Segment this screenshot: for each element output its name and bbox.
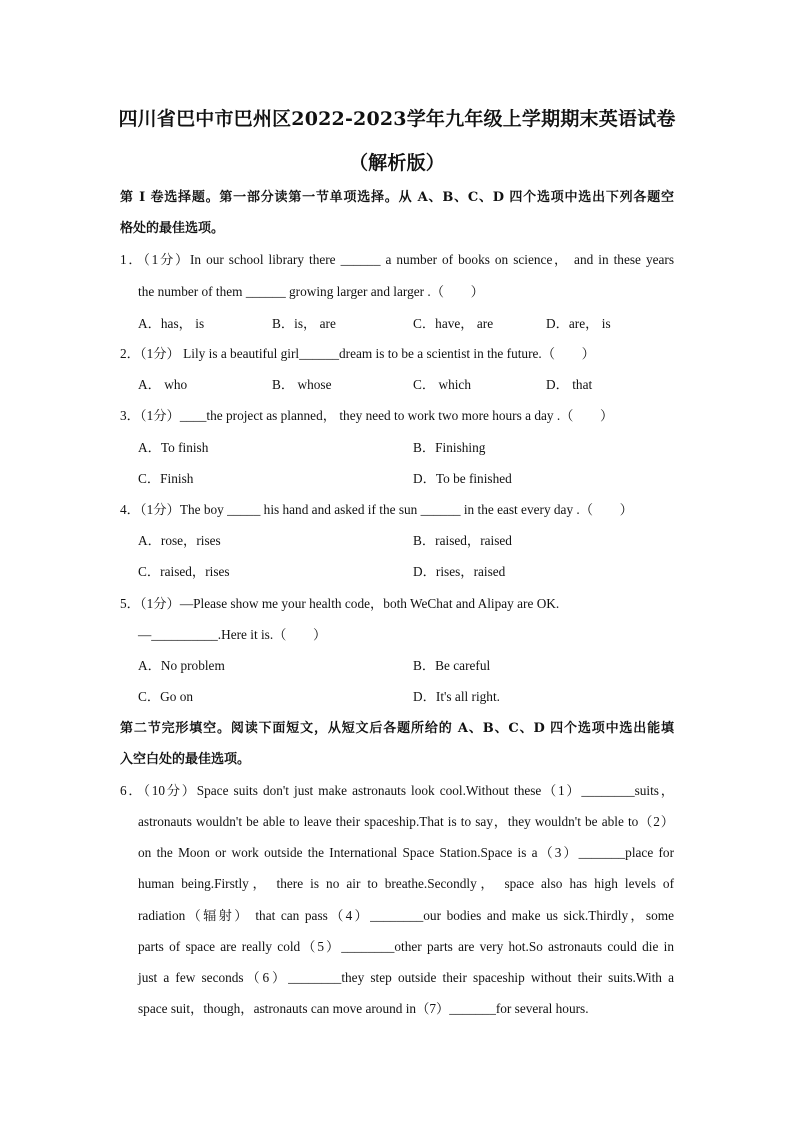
passage-line: just a few seconds（6）________they step outside their spaceship without their suits.With a bbox=[138, 970, 674, 985]
passage-line: parts of space are really cold（5）________other parts are very hot.So astronauts could die in bbox=[138, 939, 674, 954]
question-1-cont: the number of them ______ growing larger and larger .（ ） bbox=[138, 284, 484, 299]
question-5: 5．（1分）—Please show me your health code，both WeChat and Alipay are OK. bbox=[120, 596, 560, 611]
q1-option-a: A．has， is bbox=[138, 316, 205, 331]
q3-option-b: B．Finishing bbox=[413, 440, 486, 455]
passage-line: on the Moon or work outside the International Space Station.Space is a（3）_______place for bbox=[138, 845, 674, 860]
q4-option-d: D．rises，raised bbox=[413, 564, 506, 579]
q1-option-d: D．are， is bbox=[546, 316, 611, 331]
q1-option-b: B．is， are bbox=[272, 316, 336, 331]
q4-option-a: A．rose，rises bbox=[138, 533, 221, 548]
section2-instruction-cont: 入空白处的最佳选项。 bbox=[120, 752, 251, 767]
q5-option-a: A．No problem bbox=[138, 658, 225, 673]
question-3: 3．（1分）____the project as planned， they need to work two more hours a day .（ ） bbox=[120, 408, 614, 423]
exam-subtitle: （解析版） bbox=[348, 152, 445, 174]
question-1: 1．（1分）In our school library there ______ a number of books on science， and in these years bbox=[120, 252, 674, 267]
passage-line: radiation（辐射） that can pass（4）________our bodies and make us sick.Thirdly，some bbox=[138, 908, 674, 923]
passage-line: astronauts wouldn't be able to leave their spaceship.That is to say，they wouldn't be able to（2） bbox=[138, 814, 674, 829]
q3-option-c: C．Finish bbox=[138, 471, 194, 486]
q4-option-b: B．raised，raised bbox=[413, 533, 512, 548]
section2-instruction: 第二节完形填空。阅读下面短文，从短文后各题所给的 A、B、C、D 四个选项中选出能填 bbox=[120, 721, 674, 736]
passage-line: human being.Firstly， there is no air to breathe.Secondly， space also has high levels of bbox=[138, 876, 674, 891]
q1-option-c: C．have， are bbox=[413, 316, 494, 331]
q5-option-c: C．Go on bbox=[138, 689, 194, 704]
section1-instruction: 第 I 卷选择题。第一部分读第一节单项选择。从 A、B、C、D 四个选项中选出下列各题空 bbox=[120, 190, 674, 205]
q2-option-a: A． who bbox=[138, 377, 188, 392]
q3-option-a: A．To finish bbox=[138, 440, 209, 455]
question-6: 6．（10分）Space suits don't just make astronauts look cool.Without these（1）________suits， bbox=[120, 783, 674, 798]
question-5-cont: —__________.Here it is.（ ） bbox=[138, 627, 327, 642]
q2-option-d: D． that bbox=[546, 377, 593, 392]
section1-instruction-cont: 格处的最佳选项。 bbox=[120, 221, 225, 236]
q4-option-c: C．raised，rises bbox=[138, 564, 230, 579]
question-4: 4．（1分）The boy _____ his hand and asked if the sun ______ in the east every day .（ ） bbox=[120, 502, 633, 517]
q5-option-d: D．It's all right. bbox=[413, 689, 500, 704]
q3-option-d: D．To be finished bbox=[413, 471, 512, 486]
q2-option-c: C． which bbox=[413, 377, 471, 392]
q5-option-b: B．Be careful bbox=[413, 658, 491, 673]
question-2: 2．（1分） Lily is a beautiful girl______dream is to be a scientist in the future.（ ） bbox=[120, 346, 595, 361]
passage-line: space suit，though，astronauts can move around in（7）_______for several hours. bbox=[138, 1001, 589, 1016]
q2-option-b: B． whose bbox=[272, 377, 332, 392]
exam-title: 四川省巴中市巴州区2022-2023学年九年级上学期期末英语试卷 bbox=[118, 108, 676, 130]
